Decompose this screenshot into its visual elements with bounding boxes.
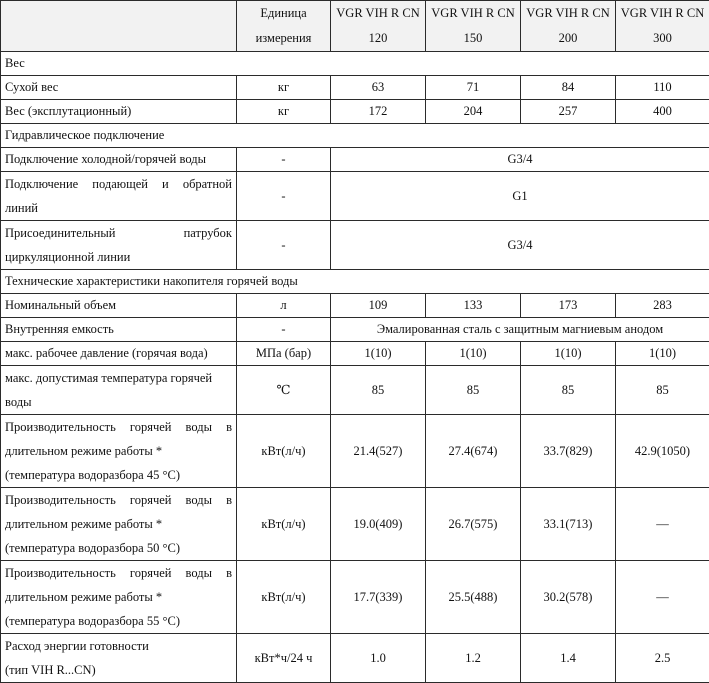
- cell-value: 27.4(674): [426, 415, 521, 488]
- cell-value: 1(10): [616, 342, 709, 366]
- cell-value: —: [616, 488, 709, 561]
- cell-value: 42.9(1050): [616, 415, 709, 488]
- row-label: Производительность горячей воды в длительном режиме работы * (температура водоразбора 45 °C): [1, 415, 237, 488]
- table-row: [1, 76, 709, 100]
- cell-value: 1(10): [521, 342, 616, 366]
- section-tech: Технические характеристики накопителя горячей воды: [1, 270, 709, 294]
- cell-value: 400: [616, 100, 709, 124]
- row-label: Подключение холодной/горячей воды: [1, 148, 237, 172]
- header-row: [1, 1, 709, 52]
- cell-value: 1.4: [521, 634, 616, 683]
- cell-merged-value: Эмалированная сталь с защитным магниевым анодом: [331, 318, 709, 342]
- row-unit: -: [237, 172, 331, 221]
- table-row: [1, 342, 709, 366]
- cell-value: 17.7(339): [331, 561, 426, 634]
- cell-value: 33.1(713): [521, 488, 616, 561]
- cell-value: 85: [616, 366, 709, 415]
- row-label: Номинальный объем: [1, 294, 237, 318]
- cell-value: 85: [521, 366, 616, 415]
- row-label: макс. допустимая температура горячей воды: [1, 366, 237, 415]
- cell-value: 84: [521, 76, 616, 100]
- header-model-200: VGR VIH R CN 200: [521, 1, 616, 52]
- row-unit: кВт(л/ч): [237, 415, 331, 488]
- row-unit: кВт(л/ч): [237, 488, 331, 561]
- cell-value: 1(10): [426, 342, 521, 366]
- cell-value: 173: [521, 294, 616, 318]
- cell-value: 19.0(409): [331, 488, 426, 561]
- row-unit: -: [237, 148, 331, 172]
- row-unit: МПа (бар): [237, 342, 331, 366]
- row-label: Подключение подающей и обратной линий: [1, 172, 237, 221]
- row-label: Внутренняя емкость: [1, 318, 237, 342]
- cell-value: 257: [521, 100, 616, 124]
- table-row: [1, 172, 709, 221]
- section-hydraulic: Гидравлическое подключение: [1, 124, 709, 148]
- cell-merged-value: G1: [331, 172, 709, 221]
- row-unit: л: [237, 294, 331, 318]
- table-row: [1, 561, 709, 634]
- cell-value: 30.2(578): [521, 561, 616, 634]
- cell-value: 26.7(575): [426, 488, 521, 561]
- header-model-120: VGR VIH R CN 120: [331, 1, 426, 52]
- cell-value: 133: [426, 294, 521, 318]
- cell-merged-value: G3/4: [331, 148, 709, 172]
- section-row: [1, 124, 709, 148]
- row-unit: кВт*ч/24 ч: [237, 634, 331, 683]
- cell-value: 33.7(829): [521, 415, 616, 488]
- row-label: макс. рабочее давление (горячая вода): [1, 342, 237, 366]
- section-weight: Вес: [1, 52, 709, 76]
- row-label: Расход энергии готовности (тип VIH R...CN): [1, 634, 237, 683]
- row-label: Производительность горячей воды в длительном режиме работы * (температура водоразбора 50 °C): [1, 488, 237, 561]
- cell-value: 21.4(527): [331, 415, 426, 488]
- table-row: [1, 148, 709, 172]
- cell-value: 85: [426, 366, 521, 415]
- cell-value: 85: [331, 366, 426, 415]
- table-row: [1, 221, 709, 270]
- row-unit: кг: [237, 76, 331, 100]
- table-row: [1, 100, 709, 124]
- cell-value: 71: [426, 76, 521, 100]
- row-unit: -: [237, 318, 331, 342]
- cell-value: 109: [331, 294, 426, 318]
- table-row: [1, 488, 709, 561]
- cell-value: 1.0: [331, 634, 426, 683]
- row-unit: ℃: [237, 366, 331, 415]
- cell-value: 110: [616, 76, 709, 100]
- cell-value: 2.5: [616, 634, 709, 683]
- cell-value: 1.2: [426, 634, 521, 683]
- row-label: Вес (эксплутационный): [1, 100, 237, 124]
- row-label: Сухой вес: [1, 76, 237, 100]
- section-row: [1, 52, 709, 76]
- row-unit: кВт(л/ч): [237, 561, 331, 634]
- cell-value: 172: [331, 100, 426, 124]
- cell-value: 204: [426, 100, 521, 124]
- table-row: [1, 318, 709, 342]
- table-row: [1, 415, 709, 488]
- cell-value: —: [616, 561, 709, 634]
- header-unit: Единица измерения: [237, 1, 331, 52]
- cell-value: 63: [331, 76, 426, 100]
- header-model-150: VGR VIH R CN 150: [426, 1, 521, 52]
- row-label: Производительность горячей воды в длительном режиме работы * (температура водоразбора 55 °C): [1, 561, 237, 634]
- table-row: [1, 294, 709, 318]
- header-empty-cell: [1, 1, 237, 52]
- cell-value: 25.5(488): [426, 561, 521, 634]
- row-unit: -: [237, 221, 331, 270]
- table-row: [1, 366, 709, 415]
- row-label: Присоединительный патрубок циркуляционной линии: [1, 221, 237, 270]
- table-row: [1, 634, 709, 683]
- section-row: [1, 270, 709, 294]
- cell-merged-value: G3/4: [331, 221, 709, 270]
- header-model-300: VGR VIH R CN 300: [616, 1, 709, 52]
- cell-value: 1(10): [331, 342, 426, 366]
- row-unit: кг: [237, 100, 331, 124]
- cell-value: 283: [616, 294, 709, 318]
